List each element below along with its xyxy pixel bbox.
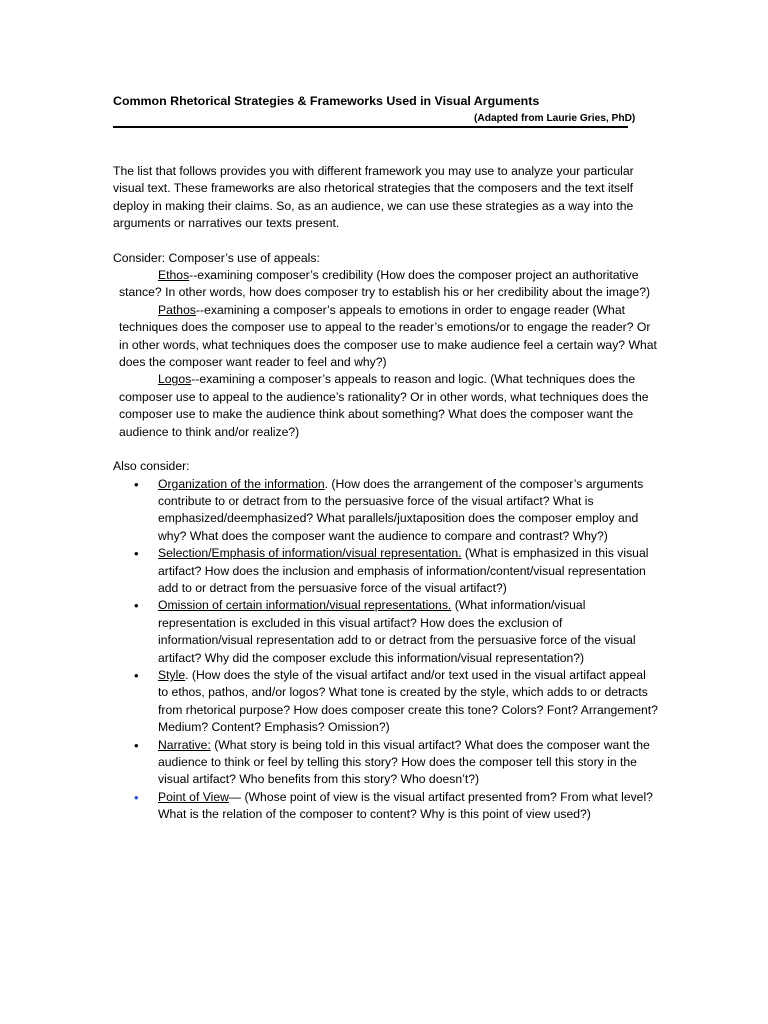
considerations-list [113, 476, 658, 824]
item-description: (What is emphasized in this visual artifact? How does the inclusion and emphasis of information/content/visual representation add to or detract from the persuasive force of the visual artifact?) [158, 546, 649, 595]
item-description: (What story is being told in this visual artifact? What does the composer want the audience to think or feel by telling this story? How does the composer tell this story in the visual artifact? Who benefits from this story? Who doesn’t?) [158, 737, 650, 787]
bullet-icon: • [134, 598, 139, 614]
item-description: . (How does the arrangement of the composer’s arguments contribute to or detract from to the persuasive force of the visual artifact? What is emphasized/deemphasized? What parallels/juxtaposition does the composer employ and why? What does the composer want the audience to compare and contrast? Why?) [158, 476, 644, 543]
title-rule [113, 126, 628, 128]
item-term: Organization of the information [158, 476, 325, 491]
list-item [113, 789, 658, 824]
attribution: (Adapted from Laurie Gries, PhD) [474, 113, 636, 124]
document-title: Common Rhetorical Strategies & Frameworks Used in Visual Arguments [113, 94, 540, 108]
bullet-icon: • [134, 476, 139, 492]
list-item [113, 476, 658, 546]
appeal-description: --examining a composer’s appeals to reason and logic. (What techniques does the composer use to appeal to the audience’s rationality? Or in other words, what techniques does the composer use to make the audience think about something? What does the composer want the audience to think and/or realize?) [119, 372, 649, 439]
appeal-term: Logos [158, 372, 192, 387]
bullet-icon: • [134, 546, 139, 562]
also-consider-heading: Also consider: [113, 459, 190, 474]
item-description: (What information/visual representation is excluded in this visual artifact? How does the exclusion of information/visual representation add to or detract from the persuasive force of the visual artifact? Why did the composer exclude this information/visual representation?) [158, 598, 636, 665]
document-body [113, 163, 658, 824]
appeal-term: Ethos [158, 268, 190, 283]
appeal-description: --examining composer’s credibility (How does the composer project an authoritative stance? In other words, how does composer try to establish his or her credibility about the image?) [119, 268, 651, 300]
list-item [113, 667, 658, 737]
appeal-paragraph [113, 267, 658, 302]
item-term: Narrative: [158, 737, 211, 752]
appeal-paragraph [113, 302, 658, 372]
list-item [113, 597, 658, 667]
appeals-heading: Consider: Composer’s use of appeals: [113, 250, 320, 265]
item-term: Omission of certain information/visual representations. [158, 598, 452, 613]
item-term: Point of View [158, 789, 229, 804]
item-description: — (Whose point of view is the visual artifact presented from? From what level? What is the relation of the composer to content? Why is this point of view used?) [158, 789, 653, 822]
item-term: Style [158, 667, 186, 682]
appeal-description: --examining a composer’s appeals to emotions in order to engage reader (What techniques does the composer use to appeal to the reader’s emotions/or to engage the reader? Or in other words, what techniques does the composer use to make audience feel a certain way? What does the composer want reader to feel and why?) [119, 302, 657, 370]
bullet-icon: • [134, 737, 139, 753]
appeal-paragraph [113, 371, 658, 441]
bullet-icon: • [134, 789, 139, 805]
list-item [113, 737, 658, 789]
bullet-icon: • [134, 667, 139, 683]
item-description: . (How does the style of the visual artifact and/or text used in the visual artifact appeal to ethos, pathos, and/or logos? What tone is created by the style, which adds to or detracts from rhetorical purpose? How does composer create this tone? Colors? Font? Arrangement? Medium? Content? Emphasis? Omission?) [158, 667, 658, 735]
appeals-list [113, 267, 658, 441]
item-term: Selection/Emphasis of information/visual representation. [158, 546, 462, 561]
appeal-term: Pathos [158, 302, 196, 317]
intro-paragraph: The list that follows provides you with different framework you may use to analyze your particular visual text. These frameworks are also rhetorical strategies that the composers and the text itself deploy in making their claims. So, as an audience, we can use these strategies as a way into the arguments or narratives our texts present. [113, 164, 634, 231]
list-item [113, 545, 658, 597]
